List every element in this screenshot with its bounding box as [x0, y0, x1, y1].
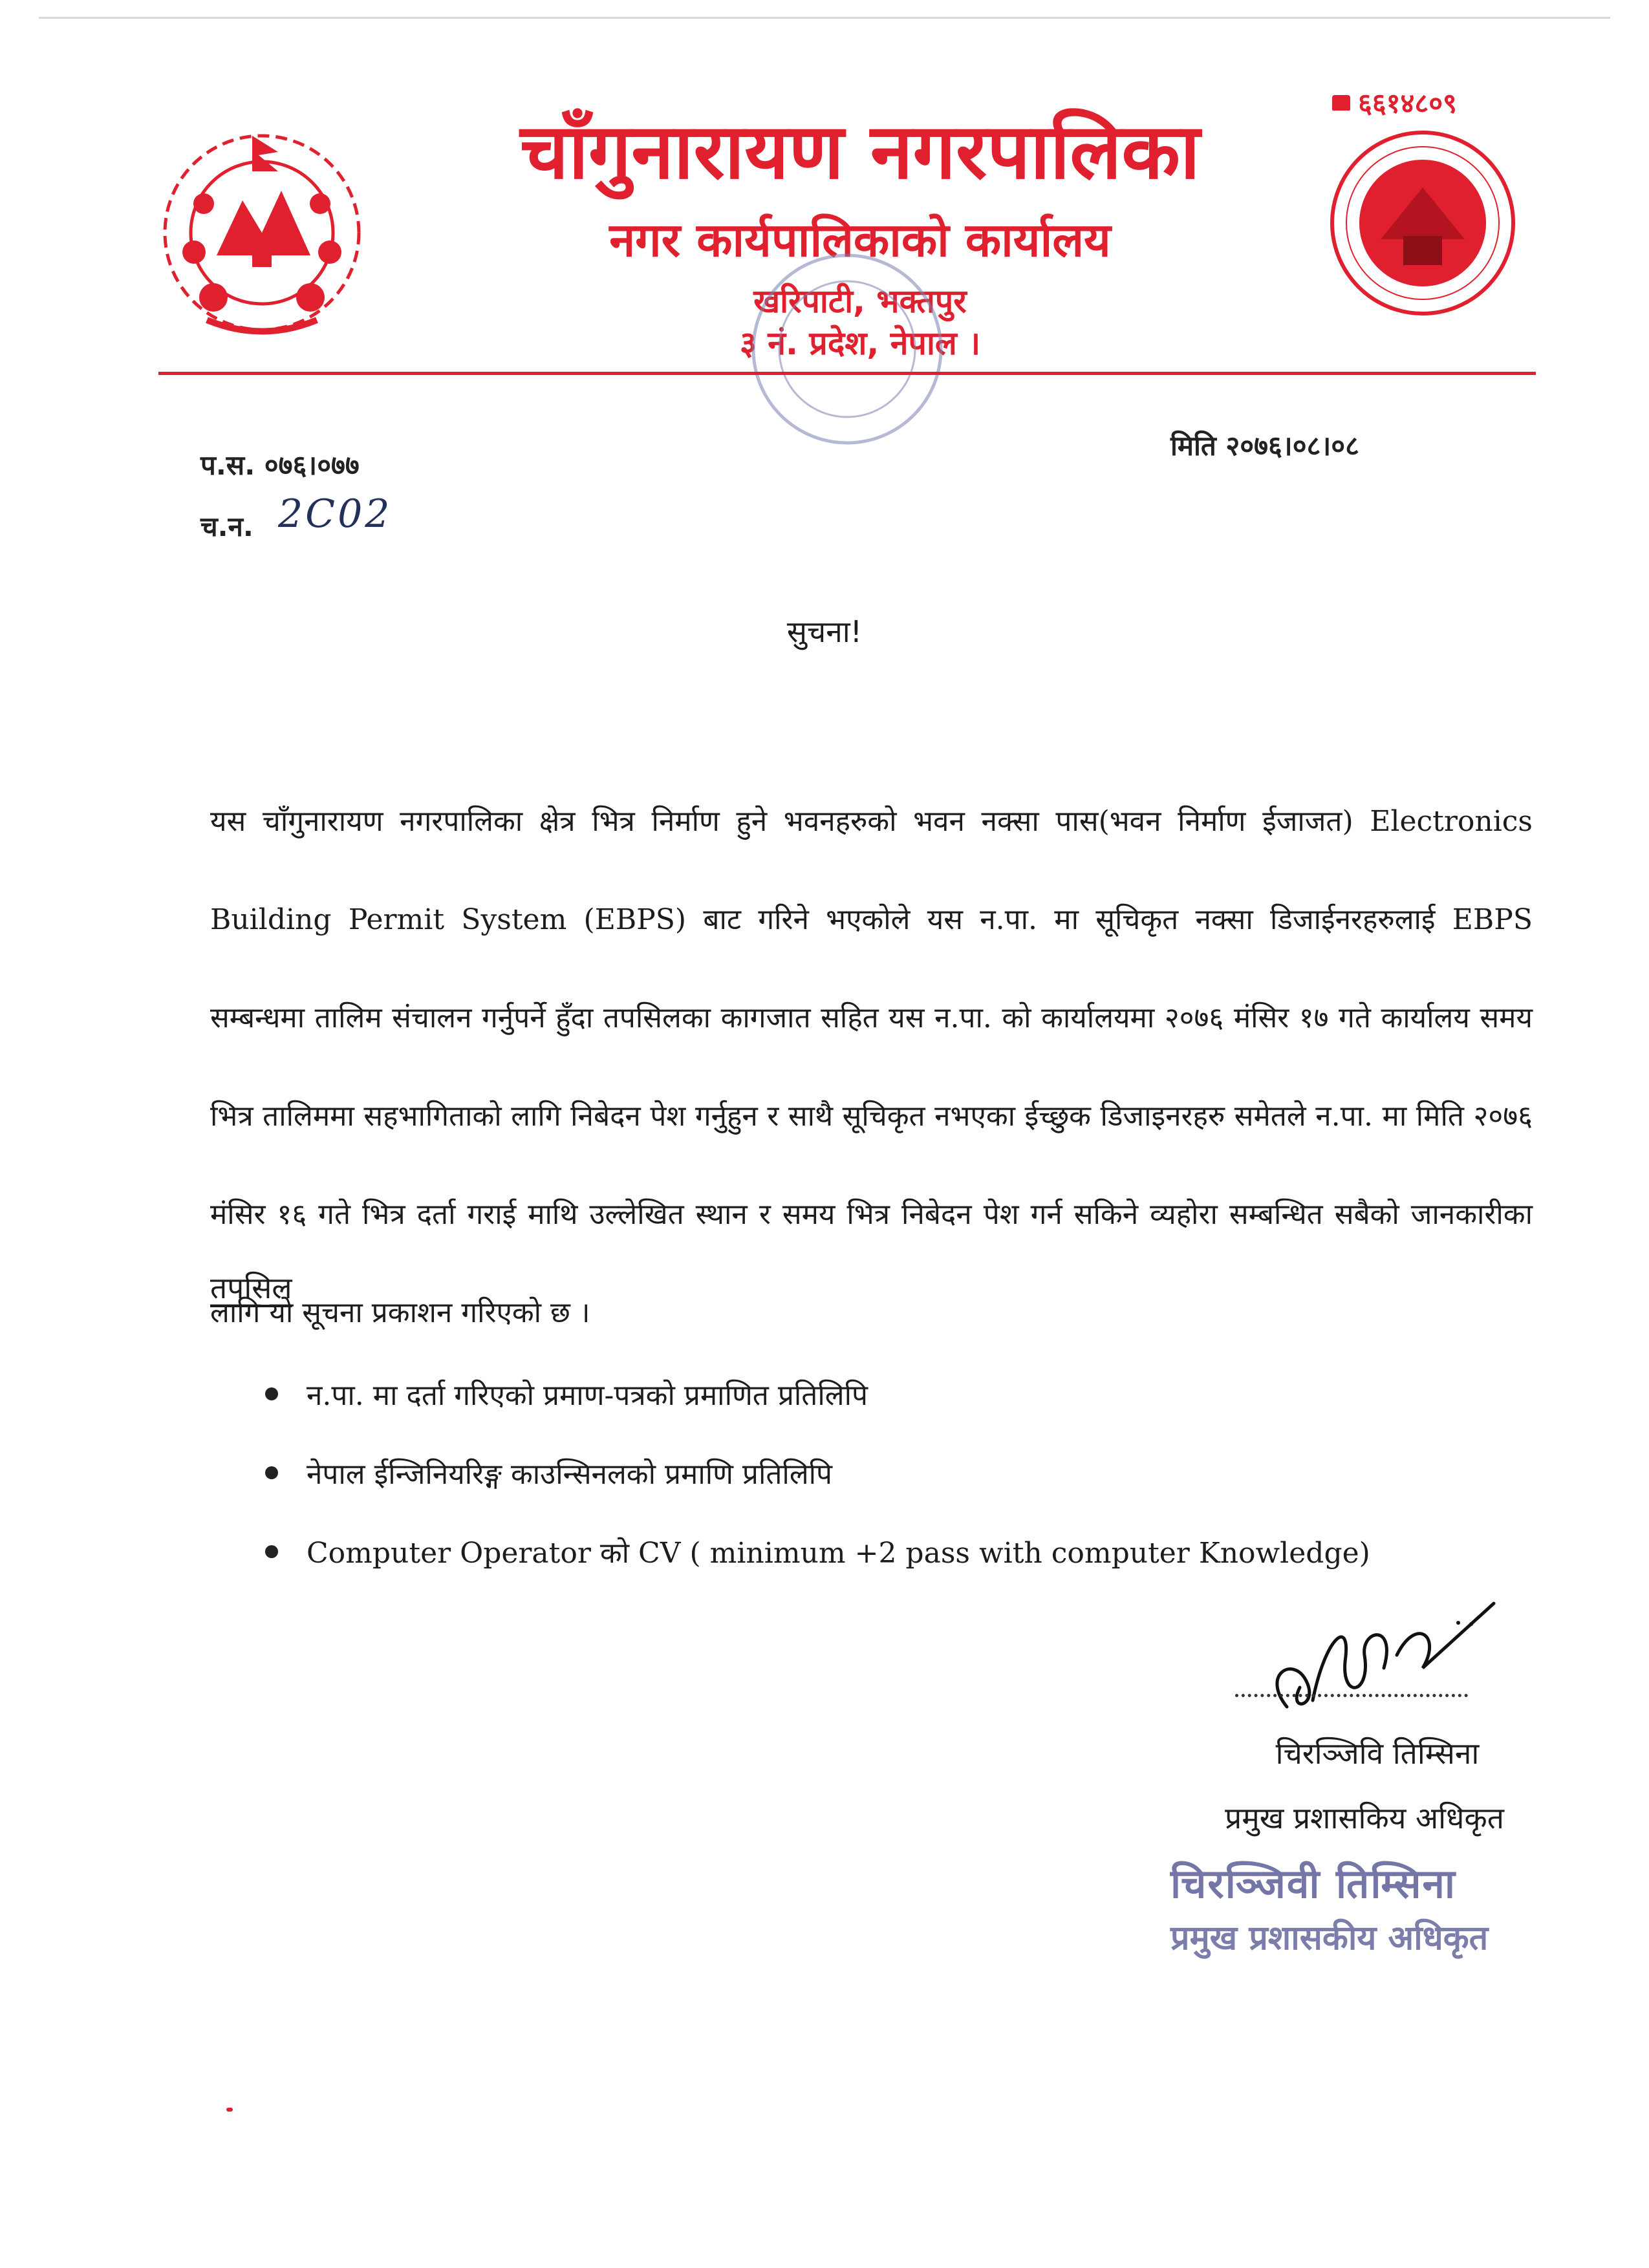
name-stamp: चिरञ्जिवी तिम्सिना	[1170, 1860, 1456, 1907]
list-item	[265, 1512, 1370, 1591]
chalani-number-handwritten: 2C02	[278, 491, 393, 537]
bullet-icon	[265, 1466, 278, 1479]
phone-text: ६६१४८०९	[1358, 87, 1457, 119]
list-item	[265, 1354, 1370, 1433]
date-line: मिति २०७६।०८।०८	[1170, 430, 1359, 462]
patra-sankhya: प.स. ०७६।०७७	[200, 449, 360, 481]
address-line-2: ३ नं. प्रदेश, नेपाल ।	[739, 325, 981, 362]
list-item-text: Computer Operator को CV ( minimum +2 pass with computer Knowledge)	[307, 1537, 1370, 1570]
signatory-name: चिरञ्जिवि तिम्सिना	[1275, 1736, 1480, 1771]
signatory-title: प्रमुख प्रशासकिय अधिकृत	[1225, 1801, 1504, 1835]
document-list	[265, 1354, 1370, 1591]
office-subtitle: नगर कार्यपालिकाको कार्यालय	[609, 213, 1111, 267]
handwritten-signature-icon	[1248, 1578, 1520, 1733]
scan-edge-line	[39, 17, 1610, 19]
notice-body: यस चाँगुनारायण नगरपालिका क्षेत्र भित्र निर्माण हुने भवनहरुको भवन नक्सा पास(भवन निर्माण ईजाजत) Electronics Building Permit System (EBPS) बाट गरिने भएकोले यस न.पा. मा सूचिकृत नक्सा डिजाईनरहरुलाई EBPS सम्बन्धमा तालिम संचालन गर्नुपर्ने हुँदा तपसिलका कागजात सहित यस न.पा. को कार्यालयमा २०७६ मंसिर १७ गते कार्यालय समय भित्र तालिममा सहभागिताको लागि निबेदन पेश गर्नुहुन र साथै सूचिकृत नभएका ईच्छुक डिजाइनरहरु समेतले न.पा. मा मिति २०७६ मंसिर १६ गते भित्र दर्ता गराई माथि उल्लेखित स्थान र समय भित्र निबेदन पेश गर्न सकिने व्यहोरा सम्बन्धित सबैको जानकारीका लागि यो सूचना प्रकाशन गरिएको छ ।	[210, 805, 1533, 1329]
ink-speck	[226, 2108, 233, 2112]
tapasil-heading: तपसिल	[210, 1270, 292, 1305]
letterhead-divider	[158, 372, 1536, 375]
signature-line	[1235, 1694, 1468, 1697]
municipality-seal-icon	[1326, 126, 1520, 320]
phone-number	[1332, 84, 1526, 121]
title-stamp: प्रमुख प्रशासकीय अधिकृत	[1170, 1919, 1489, 1958]
telephone-icon	[1332, 95, 1350, 111]
municipality-title: चाँगुनारायण नगरपालिका	[520, 107, 1200, 196]
address-line-1: खरिपाटी, भक्तपुर	[753, 283, 967, 320]
bullet-icon	[265, 1387, 278, 1400]
notice-title: सुचना!	[786, 614, 863, 649]
list-item-text: न.पा. मा दर्ता गरिएको प्रमाण-पत्रको प्रमाणित प्रतिलिपि	[307, 1379, 868, 1412]
bullet-icon	[265, 1545, 278, 1558]
office-round-stamp-icon	[744, 246, 951, 453]
list-item-text: नेपाल ईन्जिनियरिङ्ग काउन्सिनलको प्रमाणि प्रतिलिपि	[307, 1458, 833, 1491]
list-item	[265, 1433, 1370, 1512]
nepal-government-emblem-icon	[155, 123, 369, 336]
chalani-number-label: च.न.	[200, 511, 253, 542]
